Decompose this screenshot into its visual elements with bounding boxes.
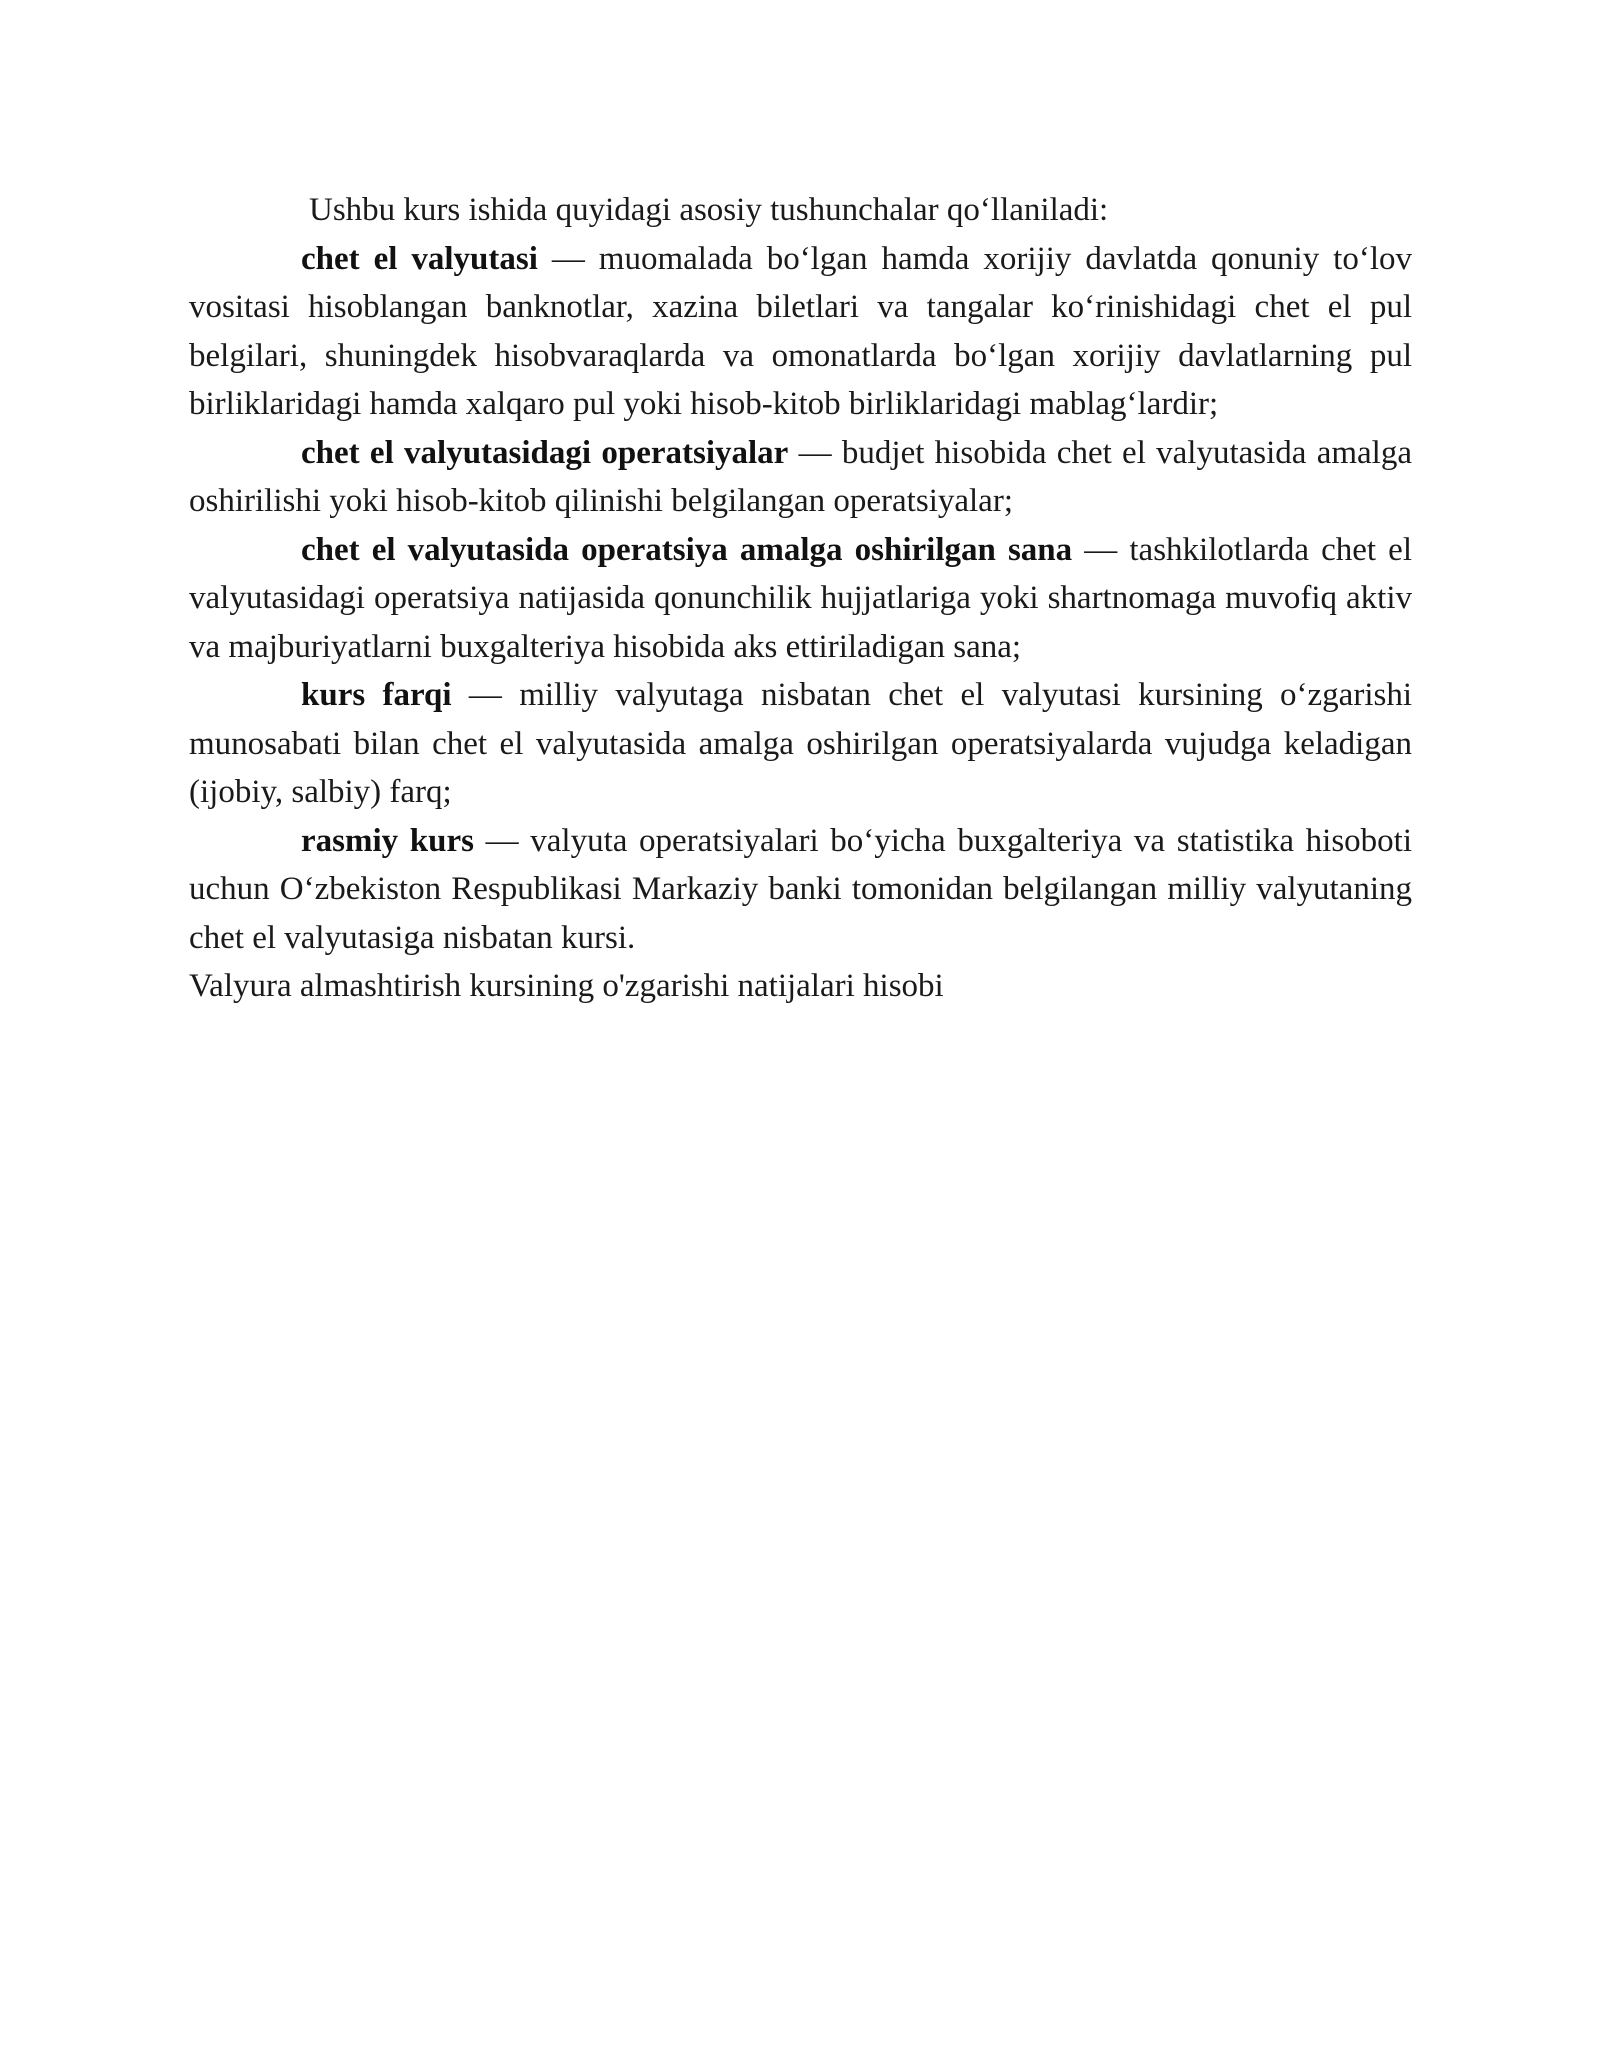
definition-term: rasmiy kurs <box>301 822 474 859</box>
definition-dash: — <box>537 240 599 277</box>
document-page <box>189 186 1412 1011</box>
definition-official-rate <box>189 817 1412 963</box>
definition-dash: — <box>473 822 531 859</box>
definition-term: chet el valyutasi <box>301 240 538 277</box>
closing-line: Valyura almashtirish kursining o'zgarishi natijalari hisobi <box>189 968 944 1004</box>
definition-text: milliy valyutaga nisbatan chet el valyutasi kursining o‘zgarishi munosabati bilan chet el valyutasida amalga oshirilgan operatsiyalarda vujudga keladigan (ijobiy, salbiy) farq; <box>189 677 1413 810</box>
definition-dash: — <box>1072 531 1130 568</box>
definition-dash: — <box>451 677 520 713</box>
definition-text: muomalada bo‘lgan hamda xorijiy davlatda qonuniy to‘lov vositasi hisoblangan banknotlar, xazina biletlari va tangalar ko‘rinishidagi chet el pul belgilari, shuningdek hisobvaraqlarda va omonatlarda bo‘lgan xorijiy davlatlarning pul birliklaridagi hamda xalqaro pul yoki hisob-kitob birliklaridagi mablag‘lardir; <box>189 240 1412 422</box>
definition-dash: — <box>788 434 842 471</box>
definition-term: chet el valyutasida operatsiya amalga oshirilgan sana <box>301 531 1073 568</box>
definition-text: tashkilotlarda chet el valyutasidagi operatsiya natijasida qonunchilik hujjatlariga yoki shartnomaga muvofiq aktiv va majburiyatlarni buxgalteriya hisobida aks ettiriladigan sana; <box>189 531 1412 665</box>
definition-operation-date <box>189 526 1412 672</box>
definition-foreign-currency <box>189 235 1412 429</box>
definition-exchange-difference <box>189 671 1412 817</box>
definition-foreign-currency-operations <box>189 429 1412 526</box>
intro-paragraph: Ushbu kurs ishida quyidagi asosiy tushunchalar qo‘llaniladi: <box>309 192 1109 228</box>
definition-term: kurs farqi <box>301 677 452 713</box>
definition-text: valyuta operatsiyalari bo‘yicha buxgalteriya va statistika hisoboti uchun O‘zbekiston Respublikasi Markaziy banki tomonidan belgilangan milliy valyutaning chet el valyutasiga nisbatan kursi. <box>189 822 1413 956</box>
definition-text: budjet hisobida chet el valyutasida amalga oshirilishi yoki hisob-kitob qilinishi belgilangan operatsiyalar; <box>189 434 1412 519</box>
definition-term: chet el valyutasidagi operatsiyalar <box>301 434 789 471</box>
